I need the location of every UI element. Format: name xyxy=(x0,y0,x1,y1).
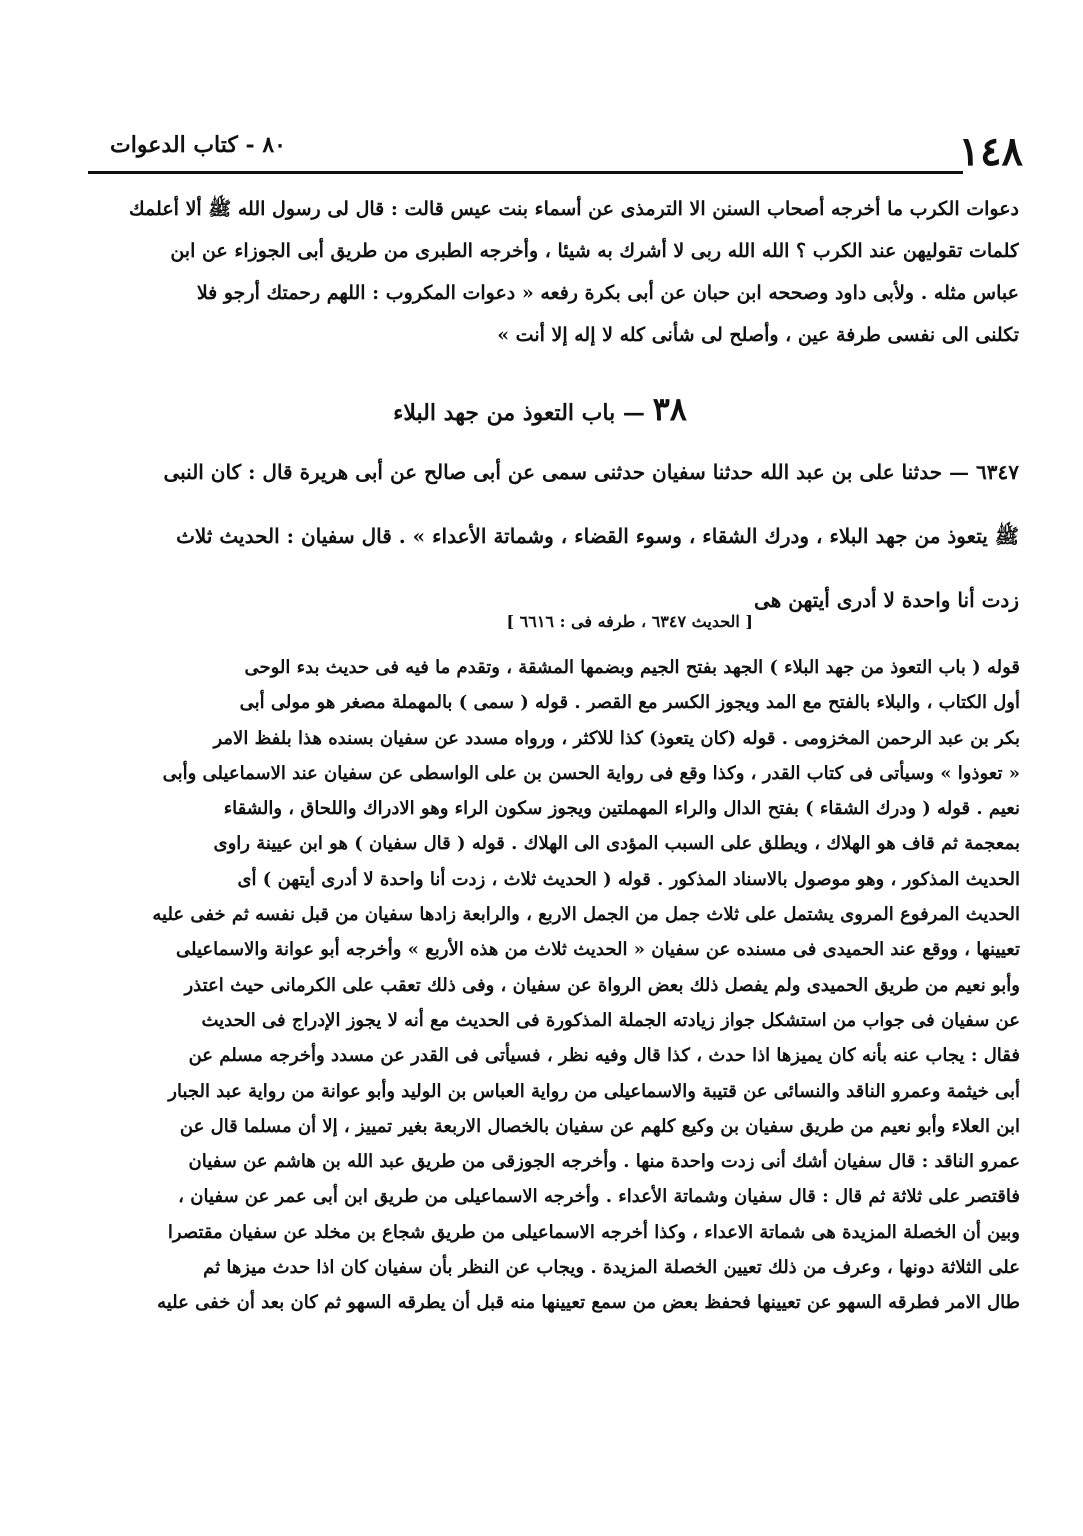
page-number: ١٤٨ xyxy=(958,128,1023,175)
text-line: عمرو الناقد : قال سفيان أشك أنى زدت واحدة منها . وأخرجه الجوزقى من طريق عبد الله بن هاشم عن سفيان xyxy=(188,1151,1020,1173)
text-line: زدت أنا واحدة لا أدرى أيتهن هى xyxy=(754,588,1019,612)
text-line: بكر بن عبد الرحمن المخزومى . قوله (كان يتعوذ) كذا للاكثر ، ورواه مسدد عن سفيان بسنده هذا بلفظ الامر xyxy=(213,727,1020,749)
text-line: طال الامر فطرقه السهو عن تعيينها فحفظ بعض من سمع تعيينها منه قبل أن يطرقه السهو ثم كان بعد أن خفى عليه xyxy=(157,1292,1020,1314)
text-line: تكلنى الى نفسى طرفة عين ، وأصلح لى شأنى كله لا إله إلا أنت » xyxy=(497,324,1019,346)
text-line: كلمات تقوليهن عند الكرب ؟ الله الله ربى لا أشرك به شيئا ، وأخرجه الطبرى من طريق أبى الجوزاء عن ابن xyxy=(170,240,1019,262)
running-title: ٨٠ - كتاب الدعوات xyxy=(110,132,286,158)
text-line: ابن العلاء وأبو نعيم من طريق سفيان بن وكيع كلهم عن سفيان بالخصال الاربعة بغير تمييز ، إلا أن مسلما قال عن xyxy=(179,1115,1020,1137)
chapter-title: باب التعوذ من جهد البلاء xyxy=(393,400,616,426)
text-line: نعيم . قوله ( ودرك الشقاء ) بفتح الدال والراء المهملتين ويجوز سكون الراء وهو الادراك واللحاق ، والشقاء xyxy=(223,798,1020,820)
text-line: فاقتصر على ثلاثة ثم قال : قال سفيان وشماتة الأعداء . وأخرجه الاسماعيلى من طريق ابن أبى عمر عن سفيان ، xyxy=(178,1186,1020,1208)
text-line: عباس مثله . ولأبى داود وصححه ابن حبان عن أبى بكرة رفعه « دعوات المكروب : اللهم رحمتك أرجو فلا xyxy=(196,282,1019,304)
hadith-reference: [ الحديث ٦٣٤٧ ، طرفه فى : ٦٦١٦ ] xyxy=(506,612,753,631)
text-line: فقال : يجاب عنه بأنه كان يميزها اذا حدث ، كذا قال وفيه نظر ، فسيأتى فى القدر عن مسدد وأخرجه مسلم عن xyxy=(188,1045,1020,1067)
intro-paragraph xyxy=(84,188,1019,356)
chapter-number: ٣٨ xyxy=(652,390,687,428)
text-line: الحديث المذكور ، وهو موصول بالاسناد المذكور . قوله ( الحديث ثلاث ، زدت أنا واحدة لا أدرى أيتهن ) أى xyxy=(237,868,1020,890)
text-line: أول الكتاب ، والبلاء بالفتح مع المد ويجوز الكسر مع القصر . قوله ( سمى ) بالمهملة مصغر هو مولى أبى xyxy=(239,692,1020,714)
text-line: قوله ( باب التعوذ من جهد البلاء ) الجهد بفتح الجيم وبضمها المشقة ، وتقدم ما فيه فى حديث بدء الوحى xyxy=(244,657,1020,678)
text-line: الحديث المرفوع المروى يشتمل على ثلاث جمل من الجمل الاربع ، والرابعة زادها سفيان من قبل نفسه ثم خفى عليه xyxy=(152,904,1020,926)
text-line: ٦٣٤٧ — حدثنا على بن عبد الله حدثنا سفيان حدثنى سمى عن أبى صالح عن أبى هريرة قال : كان النبى xyxy=(163,460,1019,484)
text-line: على الثلاثة دونها ، وعرف من ذلك تعيين الخصلة المزيدة . ويجاب عن النظر بأن سفيان كان اذا حدث ميزها ثم xyxy=(203,1257,1020,1279)
chapter-heading: ٣٨ — باب التعوذ من جهد البلاء xyxy=(393,390,687,428)
page-header xyxy=(70,118,1023,175)
text-line: « تعوذوا » وسيأتى فى كتاب القدر ، وكذا وقع فى رواية الحسن بن على الواسطى عن سفيان عند الاسماعيلى وأبى xyxy=(162,762,1020,784)
hadith-text xyxy=(84,440,1019,632)
text-line: وبين أن الخصلة المزيدة هى شماتة الاعداء ، وكذا أخرجه الاسماعيلى من طريق شجاع بن مخلد عن سفيان مقتصرا xyxy=(167,1221,1020,1243)
text-line: تعيينها ، ووقع عند الحميدى فى مسنده عن سفيان « الحديث ثلاث من هذه الأربع » وأخرجه أبو عوانة والاسماعيلى xyxy=(176,939,1020,961)
text-line: دعوات الكرب ما أخرجه أصحاب السنن الا الترمذى عن أسماء بنت عيس قالت : قال لى رسول الله ﷺ ألا أعلمك xyxy=(129,198,1019,220)
text-line: عن سفيان فى جواب من استشكل جواز زيادته الجملة المذكورة فى الحديث مع أنه لا يجوز الإدراج فى الحديث xyxy=(201,1009,1020,1031)
commentary xyxy=(70,650,1020,1321)
text-line: أبى خيثمة وعمرو الناقد والنسائى عن قتيبة والاسماعيلى من رواية العباس بن الوليد وأبو عوانة من رواية عبد الجبار xyxy=(168,1080,1020,1102)
text-line: بمعجمة ثم قاف هو الهلاك ، ويطلق على السبب المؤدى الى الهلاك . قوله ( قال سفيان ) هو ابن عيينة راوى xyxy=(213,833,1020,855)
text-line: ﷺ يتعوذ من جهد البلاء ، ودرك الشقاء ، وسوء القضاء ، وشماتة الأعداء » . قال سفيان : الحديث ثلاث xyxy=(176,524,1019,548)
text-line: وأبو نعيم من طريق الحميدى ولم يفصل ذلك بعض الرواة عن سفيان ، وفى ذلك تعقب على الكرمانى حيث اعتذر xyxy=(184,974,1020,996)
header-rule xyxy=(88,171,963,174)
